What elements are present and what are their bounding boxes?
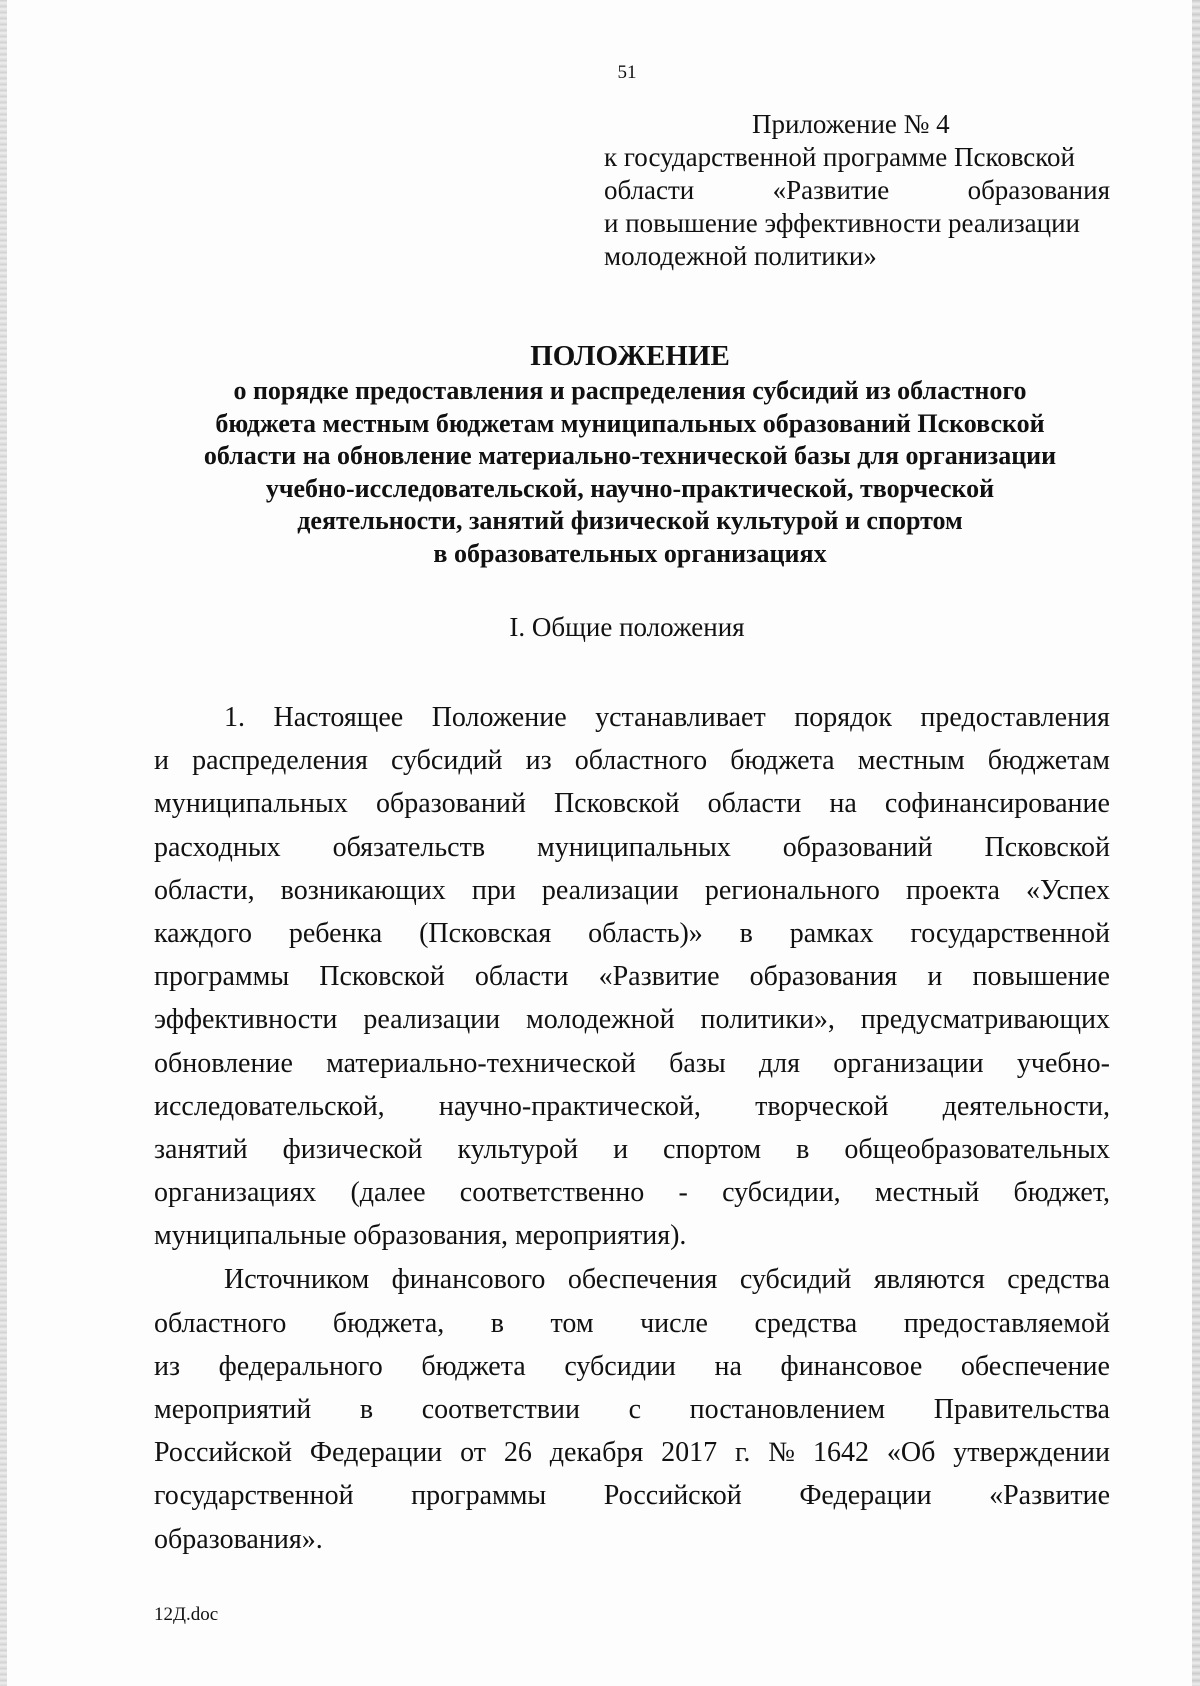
- word: «Об: [886, 1437, 936, 1469]
- word: «Успех: [1026, 874, 1110, 906]
- word: Федерации: [309, 1437, 443, 1469]
- text-line: [154, 782, 1110, 825]
- word: реализации: [541, 874, 679, 906]
- word: эффективности: [154, 1004, 338, 1036]
- word: организациях: [154, 1177, 317, 1209]
- word: базы: [669, 1047, 726, 1079]
- word: программы: [154, 961, 290, 993]
- word: (Псковская: [419, 917, 552, 949]
- title-sub-line: о порядке предоставления и распределения субсидий из областного: [233, 376, 1027, 405]
- word: из: [525, 745, 552, 777]
- word: каждого: [154, 917, 252, 949]
- title-subtitle: [120, 375, 1140, 570]
- appendix-line-justified: [604, 174, 1110, 207]
- word: 1.: [224, 702, 245, 733]
- word: г.: [735, 1437, 751, 1469]
- word: расходных: [154, 831, 281, 863]
- word: бюджета: [730, 745, 835, 777]
- word: культурой: [457, 1133, 579, 1165]
- word: учебно-: [1016, 1047, 1110, 1079]
- word: спортом: [663, 1133, 762, 1165]
- text-line: [154, 869, 1110, 912]
- word: от: [460, 1437, 486, 1469]
- word: при: [471, 874, 516, 906]
- section-heading: I. Общие положения: [509, 612, 745, 642]
- title-sub-line: области на обновление материально-технической базы для организации: [203, 441, 1057, 470]
- word: на: [714, 1350, 742, 1382]
- word: 1642: [812, 1437, 869, 1469]
- word: проекта: [905, 874, 1000, 906]
- text-line-last: муниципальные образования, мероприятия).: [154, 1220, 687, 1252]
- word: политики»,: [700, 1004, 835, 1036]
- word: «Развитие: [772, 175, 890, 205]
- text-line: [154, 1302, 1110, 1345]
- word: софинансирование: [884, 788, 1110, 820]
- word: научно-практической,: [438, 1090, 701, 1122]
- word: образований: [376, 788, 526, 820]
- word: финансовое: [780, 1350, 923, 1382]
- word: области: [707, 788, 802, 820]
- title-sub-line: деятельности, занятий физической культурой и спортом: [297, 506, 963, 535]
- word: предоставления: [920, 702, 1110, 733]
- title-main: ПОЛОЖЕНИЕ: [530, 340, 730, 372]
- word: «Развитие: [989, 1480, 1110, 1512]
- word: субсидий: [390, 745, 503, 777]
- text-line: [154, 1085, 1110, 1128]
- word: физической: [282, 1133, 423, 1165]
- word: Российской: [154, 1437, 292, 1469]
- appendix-line: Приложение № 4: [752, 109, 950, 139]
- word: Положение: [431, 702, 567, 733]
- word: государственной: [154, 1480, 354, 1512]
- word: Федерации: [799, 1480, 932, 1512]
- word: субсидий: [739, 1264, 852, 1296]
- body-text: [154, 696, 1110, 1561]
- word: занятий: [154, 1133, 248, 1165]
- word: и: [613, 1133, 629, 1165]
- text-line-last: образования».: [154, 1523, 323, 1555]
- word: области: [604, 175, 695, 205]
- word: обновление: [154, 1047, 293, 1079]
- text-line: [154, 1431, 1110, 1474]
- word: 2017: [661, 1437, 718, 1469]
- word: области,: [154, 874, 255, 906]
- word: мероприятий: [154, 1394, 312, 1425]
- word: являются: [873, 1264, 985, 1296]
- word: Российской: [603, 1480, 742, 1512]
- scan-edge-right: [1192, 0, 1200, 1686]
- word: устанавливает: [595, 702, 766, 733]
- word: Настоящее: [273, 702, 404, 733]
- text-line: [154, 1128, 1110, 1171]
- word: -: [678, 1177, 688, 1209]
- appendix-line: и повышение эффективности реализации: [604, 208, 1081, 238]
- word: организации: [833, 1047, 984, 1079]
- word: средства: [1007, 1264, 1110, 1296]
- paragraph-2: [154, 1258, 1110, 1560]
- word: в: [796, 1133, 810, 1165]
- text-line: [154, 826, 1110, 869]
- word: и: [154, 745, 169, 777]
- word: область)»: [588, 917, 703, 949]
- word: рамках: [789, 917, 874, 949]
- word: областного: [154, 1307, 287, 1339]
- word: общеобразовательных: [844, 1133, 1110, 1165]
- word: №: [768, 1437, 796, 1469]
- word: областного: [574, 745, 708, 777]
- word: местным: [857, 745, 965, 777]
- word: из: [154, 1350, 181, 1382]
- word: бюджета: [421, 1350, 526, 1382]
- word: том: [550, 1307, 594, 1339]
- word: Псковской: [553, 788, 680, 820]
- appendix-line: молодежной политики»: [604, 241, 877, 271]
- word: муниципальных: [536, 831, 731, 863]
- word: и: [927, 961, 943, 993]
- text-line: [154, 739, 1110, 782]
- word: с: [628, 1394, 642, 1425]
- word: образований: [782, 831, 933, 863]
- text-line: [154, 1345, 1110, 1388]
- word: «Развитие: [598, 961, 720, 993]
- text-line: [154, 696, 1110, 739]
- word: программы: [411, 1480, 547, 1512]
- word: субсидии: [564, 1350, 676, 1382]
- word: Псковской: [984, 831, 1110, 863]
- word: муниципальных: [154, 788, 348, 820]
- word: соответственно: [459, 1177, 645, 1209]
- word: реализации: [363, 1004, 501, 1036]
- text-line: [154, 1474, 1110, 1517]
- word: ребенка: [288, 917, 383, 949]
- word: (далее: [350, 1177, 426, 1209]
- word: образования: [749, 961, 898, 993]
- word: обязательств: [332, 831, 486, 863]
- word: федерального: [218, 1350, 383, 1382]
- file-name-footer: 12Д.doc: [154, 1604, 219, 1625]
- word: 26: [503, 1437, 532, 1469]
- text-line: [154, 1042, 1110, 1085]
- word: бюджетам: [987, 745, 1110, 777]
- document-title: [120, 338, 1140, 570]
- text-line: [154, 912, 1110, 955]
- word: материально-технической: [326, 1047, 636, 1079]
- word: постановлением: [689, 1394, 886, 1425]
- word: Псковской: [319, 961, 445, 993]
- word: утверждении: [953, 1437, 1110, 1469]
- word: Правительства: [933, 1394, 1110, 1425]
- word: области: [474, 961, 569, 993]
- word: предусматривающих: [860, 1004, 1110, 1036]
- word: распределения: [192, 745, 368, 777]
- word: исследовательской,: [154, 1090, 385, 1122]
- word: местный: [874, 1177, 980, 1209]
- appendix-line: к государственной программе Псковской: [604, 142, 1075, 172]
- word: порядок: [794, 702, 892, 733]
- word: соответствии: [421, 1394, 580, 1425]
- text-line: [154, 998, 1110, 1041]
- paragraph-1: [154, 696, 1110, 1257]
- word: образования: [967, 175, 1110, 205]
- word: финансового: [391, 1264, 546, 1296]
- word: творческой: [755, 1090, 889, 1122]
- word: возникающих: [280, 874, 446, 906]
- appendix-reference: [604, 108, 1110, 273]
- word: субсидии,: [722, 1177, 841, 1209]
- text-line: [154, 1171, 1110, 1214]
- word: повышение: [972, 961, 1110, 993]
- word: бюджета,: [332, 1307, 445, 1339]
- scan-edge-left: [0, 0, 7, 1686]
- word: средства: [754, 1307, 858, 1339]
- text-line: [154, 1388, 1110, 1431]
- word: регионального: [704, 874, 880, 906]
- title-sub-line: учебно-исследовательской, научно-практической, творческой: [265, 473, 995, 503]
- word: декабря: [549, 1437, 644, 1469]
- word: деятельности,: [942, 1090, 1110, 1122]
- title-sub-line: в образовательных организациях: [433, 538, 827, 568]
- word: государственной: [910, 917, 1110, 949]
- word: числе: [640, 1307, 708, 1339]
- word: предоставляемой: [903, 1307, 1110, 1339]
- text-line: [154, 955, 1110, 998]
- word: в: [490, 1307, 505, 1339]
- word: обеспечение: [960, 1350, 1110, 1382]
- word: в: [739, 917, 753, 949]
- text-line: [154, 1258, 1110, 1301]
- word: бюджет,: [1013, 1177, 1110, 1209]
- title-sub-line: бюджета местным бюджетам муниципальных образований Псковской: [215, 408, 1045, 438]
- word: для: [758, 1047, 801, 1079]
- page-number: 51: [617, 62, 637, 83]
- word: в: [359, 1394, 374, 1425]
- word: обеспечения: [567, 1264, 718, 1296]
- word: молодежной: [526, 1004, 675, 1036]
- word: на: [829, 788, 857, 820]
- word: Источником: [224, 1264, 370, 1296]
